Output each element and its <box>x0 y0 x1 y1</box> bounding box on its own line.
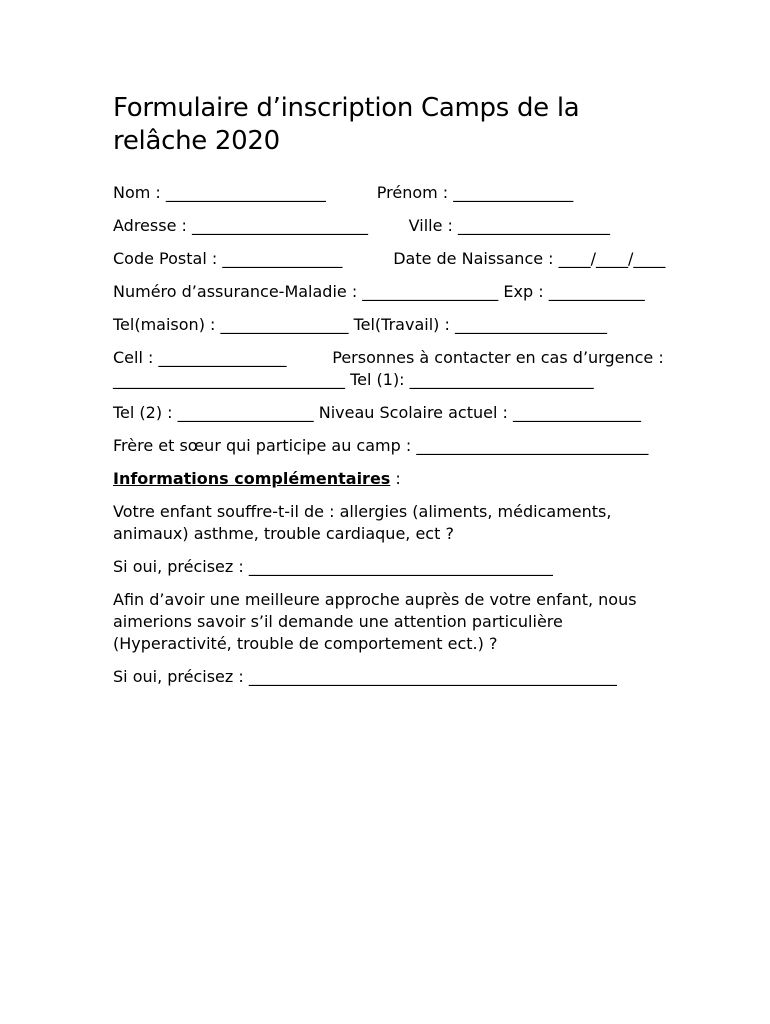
document-page <box>113 92 673 699</box>
emergency-contact-line: Cell : ________________ Personnes à contacter en cas d’urgence : _____________________________ Tel (1): _______________________ <box>113 348 669 389</box>
health-insurance-line: Numéro d’assurance-Maladie : _________________ Exp : ____________ <box>113 282 645 301</box>
question-allergies: Votre enfant souffre-t-il de : allergies (aliments, médicaments, animaux) asthme, trouble cardiaque, ect ? <box>113 502 617 543</box>
question-allergies-detail: Si oui, précisez : ______________________________________ <box>113 557 553 576</box>
siblings-line: Frère et sœur qui participe au camp : _____________________________ <box>113 436 649 455</box>
section-heading: Informations complémentaires <box>113 469 391 488</box>
address-line: Adresse : ______________________ Ville : ___________________ <box>113 216 610 235</box>
name-line: Nom : ____________________ Prénom : _______________ <box>113 183 574 202</box>
section-heading-suffix: : <box>390 469 401 488</box>
section-heading-line <box>113 468 673 490</box>
question-special-attention: Afin d’avoir une meilleure approche auprès de votre enfant, nous aimerions savoir s’il demande une attention particulière (Hyperactivité, trouble de comportement ect.) ? <box>113 590 642 653</box>
phone-line: Tel(maison) : ________________ Tel(Travail) : ___________________ <box>113 315 607 334</box>
postal-birthdate-line: Code Postal : _______________ Date de Naissance : ____/____/____ <box>113 249 666 268</box>
question-special-attention-detail: Si oui, précisez : ______________________________________________ <box>113 667 617 686</box>
school-level-line: Tel (2) : _________________ Niveau Scolaire actuel : ________________ <box>113 403 641 422</box>
document-title: Formulaire d’inscription Camps de la relâche 2020 <box>113 93 580 156</box>
